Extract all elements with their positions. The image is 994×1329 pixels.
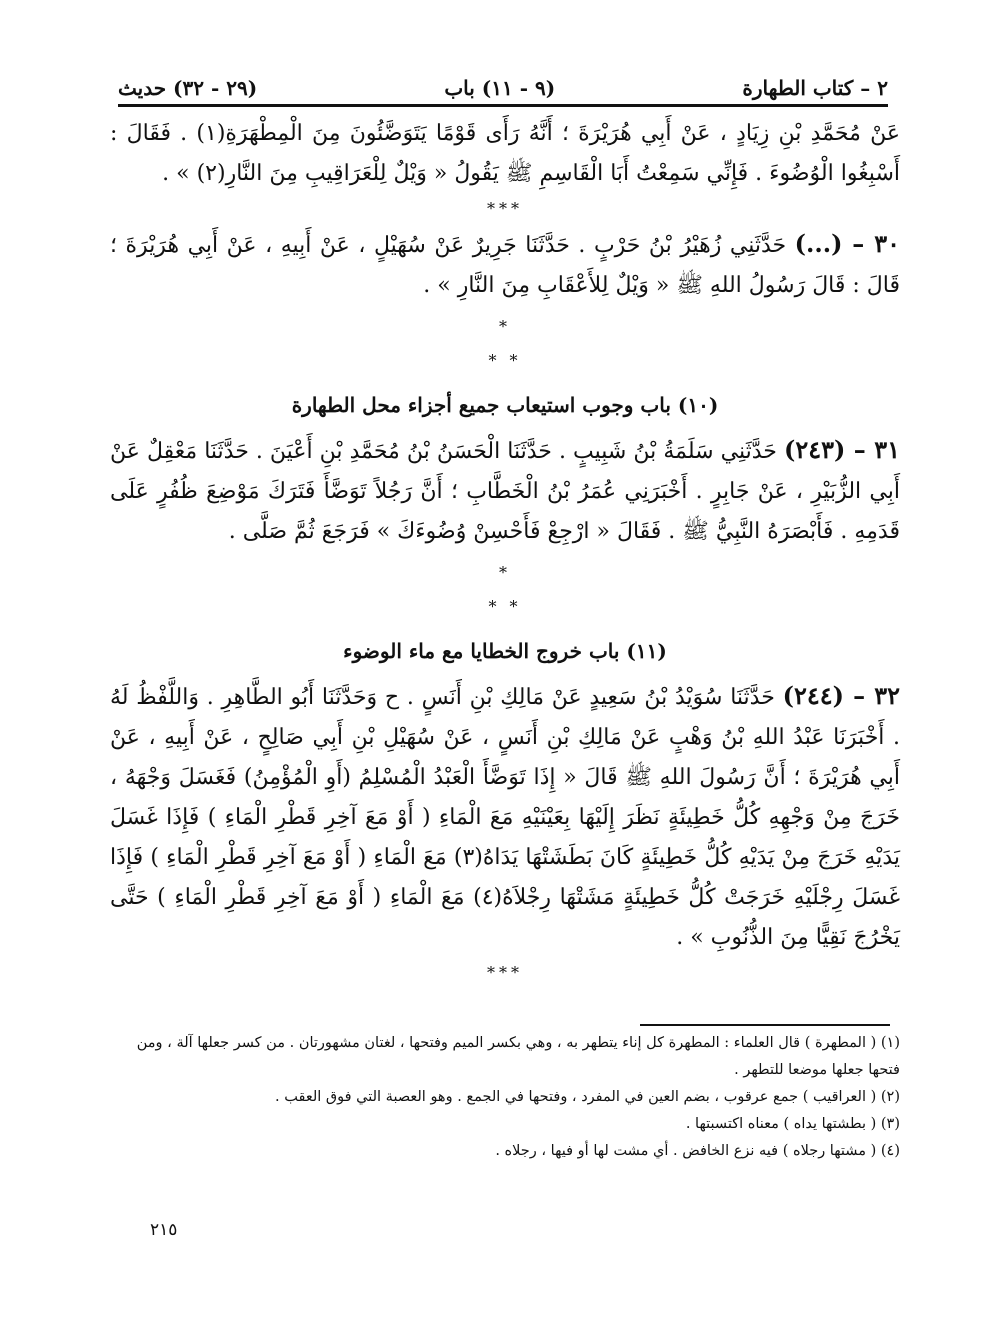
separator-stars: *** — [487, 963, 523, 982]
hadith-number: ٣٢ – (٢٤٤) — [782, 681, 900, 710]
hadith-29-continuation: عَنْ مُحَمَّدِ بْنِ زِيَادٍ ، عَنْ أَبِي هُرَيْرَةَ ؛ أَنَّهُ رَأَى قَوْمًا يَتَوَضَّئُونَ مِنَ الْمِطْهَرَةِ(١) . فَقَالَ : أَسْبِغُوا الْوُضُوءَ . فَإِنِّي سَمِعْتُ أَبَا الْقَاسِمِ ﷺ يَقُولُ « وَيْلٌ لِلْعَرَاقِيبِ مِنَ النَّارِ(٢) » . — [110, 121, 900, 186]
hadith-text: حَدَّثَنِي سَلَمَةُ بْنُ شَبِيبٍ . حَدَّثَنَا الْحَسَنُ بْنُ مُحَمَّدِ بْنِ أَعْيَنَ . حَدَّثَنَا مَعْقِلٌ عَنْ أَبِي الزُّبَيْرِ ، عَنْ جَابِرٍ . أَخْبَرَنِي عُمَرُ بْنُ الْخَطَّابِ ؛ أَنَّ رَجُلاً تَوَضَّأَ فَتَرَكَ مَوْضِعَ ظُفُرٍ عَلَى قَدَمِهِ . فَأَبْصَرَهُ النَّبِيُّ ﷺ . فَقَالَ « ارْجِعْ فَأَحْسِنْ وُضُوءَكَ » فَرَجَعَ ثُمَّ صَلَّى . — [110, 439, 900, 544]
hadith-number: ٣١ – (٢٤٣) — [783, 435, 900, 464]
hadith-text: حَدَّثَنَا سُوَيْدُ بْنُ سَعِيدٍ عَنْ مَالِكِ بْنِ أَنَسٍ . ح وَحَدَّثَنَا أَبُو الطَّاهِرِ . وَاللَّفْظُ لَهُ . أَخْبَرَنَا عَبْدُ اللهِ بْنُ وَهْبٍ عَنْ مَالِكِ بْنِ أَنَسٍ ، عَنْ سُهَيْلِ بْنِ أَبِي صَالِحٍ ، عَنْ أَبِيهِ ، عَنْ أَبِي هُرَيْرَةَ ؛ أَنَّ رَسُولَ اللهِ ﷺ قَالَ « إِذَا تَوَضَّأَ الْعَبْدُ الْمُسْلِمُ (أَوِ الْمُؤْمِنُ) فَغَسَلَ وَجْهَهُ ، خَرَجَ مِنْ وَجْهِهِ كُلُّ خَطِيئَةٍ نَظَرَ إِلَيْهَا بِعَيْنَيْهِ مَعَ الْمَاءِ ( أَوْ مَعَ آخِرِ قَطْرِ الْمَاءِ ) فَإِذَا غَسَلَ يَدَيْهِ خَرَجَ مِنْ يَدَيْهِ كُلُّ خَطِيئَةٍ كَانَ بَطَشَتْهَا يَدَاهُ(٣) مَعَ الْمَاءِ ( أَوْ مَعَ آخِرِ قَطْرِ الْمَاءِ ) فَإِذَا غَسَلَ رِجْلَيْهِ خَرَجَتْ كُلُّ خَطِيئَةٍ مَشَتْهَا رِجْلاَهُ(٤) مَعَ الْمَاءِ ( أَوْ مَعَ آخِرِ قَطْرِ الْمَاءِ ) حَتَّى يَخْرُجَ نَقِيًّا مِنَ الذُّنُوبِ » . — [110, 685, 901, 950]
header-hadith-range: (٢٩ - ٣٢) حديث — [118, 76, 258, 100]
chapter-heading-11: (١١) باب خروج الخطايا مع ماء الوضوء — [343, 639, 667, 663]
hadith-32 — [110, 676, 900, 958]
hadith-number: ٣٠ – (...) — [794, 229, 900, 258]
header-book-title: ٢ – كتاب الطهارة — [742, 76, 888, 100]
hadith-30 — [110, 224, 900, 306]
footnotes — [110, 1030, 900, 1165]
separator-stars: * * * — [488, 563, 522, 616]
hadith-text: حَدَّثَنِي زُهَيْرُ بْنُ حَرْبٍ . حَدَّثَنَا جَرِيرٌ عَنْ سُهَيْلٍ ، عَنْ أَبِيهِ ، عَنْ أَبِي هُرَيْرَةَ ؛ قَالَ : قَالَ رَسُولُ اللهِ ﷺ « وَيْلٌ لِلأَعْقَابِ مِنَ النَّارِ » . — [110, 233, 900, 298]
header-rule — [118, 104, 888, 107]
header-chapter-range: (٩ - ١١) باب — [444, 76, 556, 100]
separator-stars: *** — [487, 199, 523, 218]
page-number: ٢١٥ — [150, 1220, 178, 1240]
footnote-rule — [640, 1024, 890, 1026]
hadith-31 — [110, 430, 900, 552]
running-header — [118, 72, 888, 104]
footnote-4: (٤) ( مشتها رجلاه ) فيه نزع الخافض . أي مشت لها أو فيها ، رجلاه . — [495, 1143, 900, 1159]
footnote-1: (١) ( المطهرة ) قال العلماء : المطهرة كل إناء يتطهر به ، وهي بكسر الميم وفتحها ، لغتان مشهورتان . من كسر جعلها آلة ، ومن فتحها جعلها موضعا للتطهر . — [136, 1035, 900, 1078]
footnote-2: (٢) ( العراقيب ) جمع عرقوب ، بضم العين في المفرد ، وفتحها في الجمع . وهو العصبة التي فوق العقب . — [275, 1089, 900, 1105]
footnote-3: (٣) ( بطشتها يداه ) معناه اكتسبتها . — [685, 1116, 900, 1132]
main-text — [110, 114, 900, 988]
separator-stars: * * * — [488, 317, 522, 370]
chapter-heading-10: (١٠) باب وجوب استيعاب جميع أجزاء محل الطهارة — [291, 393, 719, 417]
